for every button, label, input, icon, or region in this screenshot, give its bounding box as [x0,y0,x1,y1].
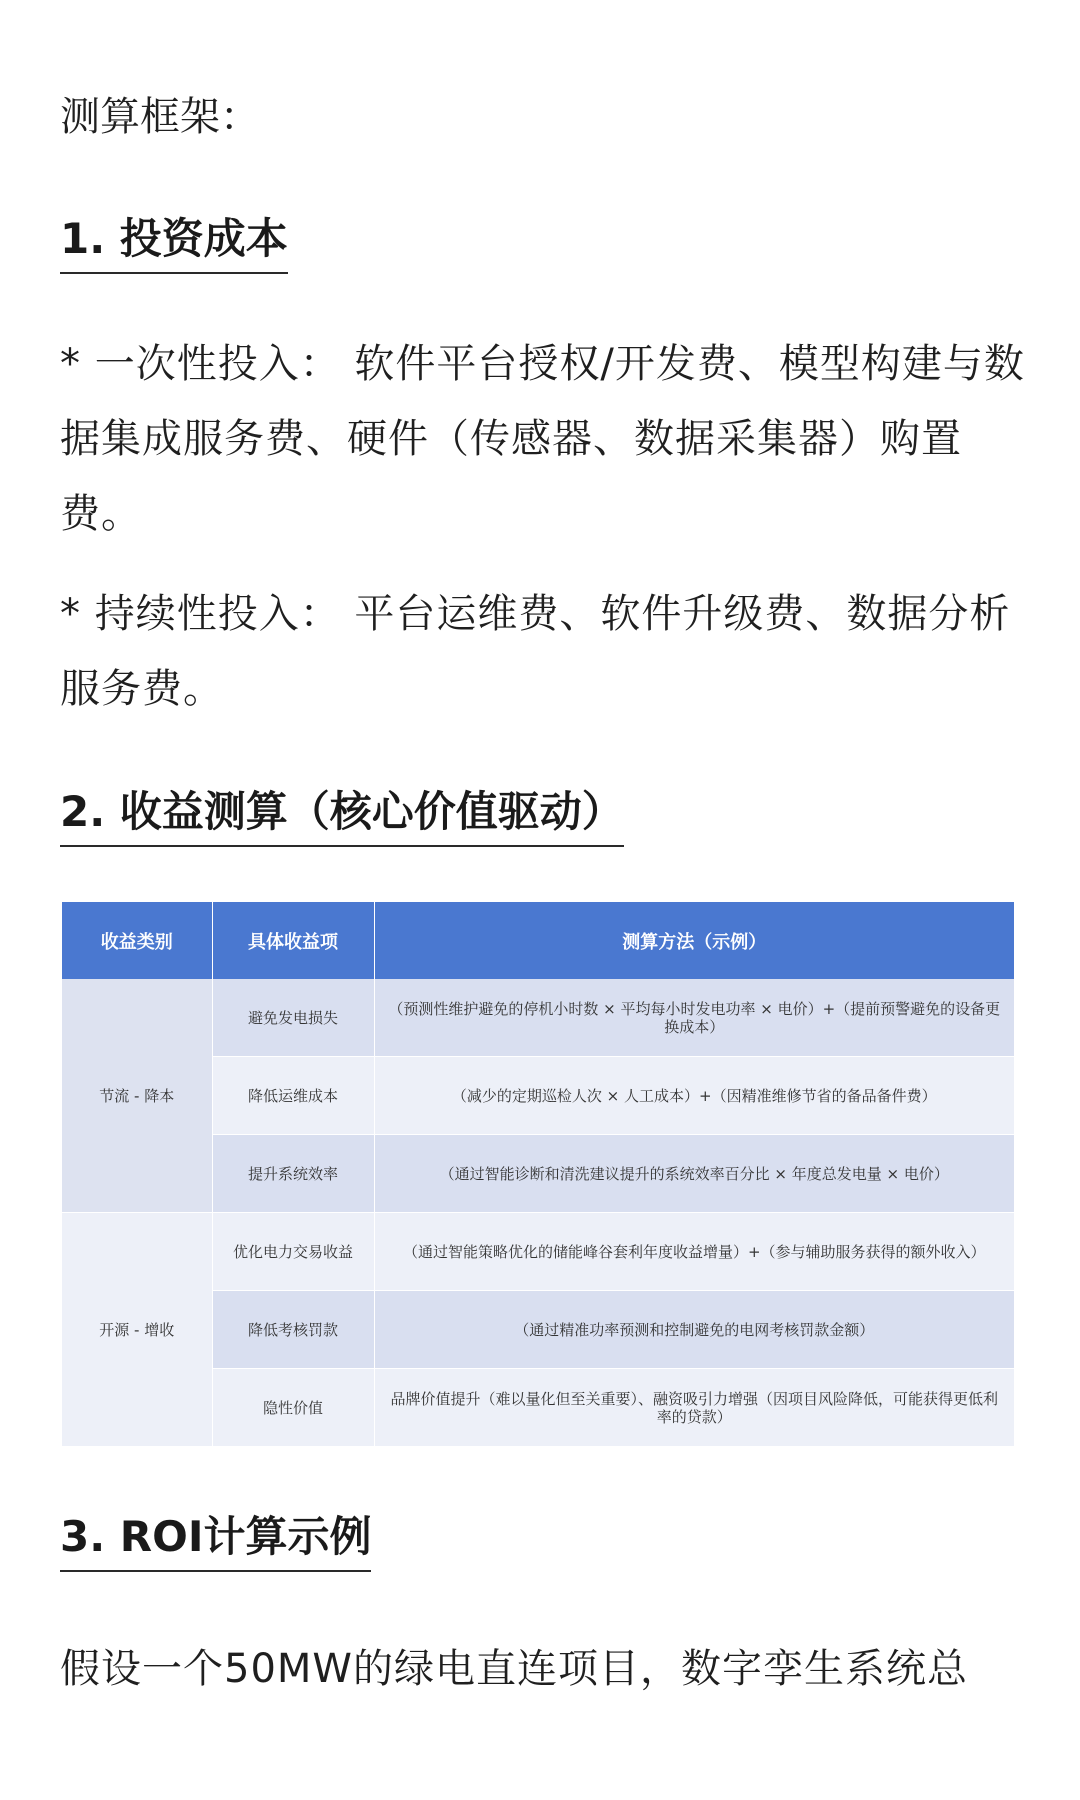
revenue-table [62,902,1014,1447]
item-cell: 避免发电损失 [212,979,374,1057]
method-cell: （通过精准功率预测和控制避免的电网考核罚款金额） [374,1291,1014,1369]
revenue-table-container [62,902,1014,1447]
section-heading-roi-example: 3. ROI计算示例 [60,1510,371,1572]
item-cell: 降低运维成本 [212,1057,374,1135]
method-cell: 品牌价值提升（难以量化但至关重要）、融资吸引力增强（因项目风险降低，可能获得更低利率的贷款） [374,1369,1014,1447]
method-cell: （预测性维护避免的停机小时数 × 平均每小时发电功率 × 电价）+（提前预警避免的设备更换成本） [374,979,1014,1057]
category-cell-revenue-increase: 开源 - 增收 [62,1213,212,1447]
table-row [62,979,1014,1057]
item-cell: 优化电力交易收益 [212,1213,374,1291]
item-cell: 隐性价值 [212,1369,374,1447]
table-row [62,1213,1014,1291]
table-header-row [62,902,1014,979]
column-header-category: 收益类别 [62,902,212,979]
ongoing-investment-paragraph: * 持续性投入： 平台运维费、软件升级费、数据分析服务费。 [60,591,1011,712]
method-cell: （减少的定期巡检人次 × 人工成本）+（因精准维修节省的备品备件费） [374,1057,1014,1135]
roi-example-paragraph: 假设一个50MW的绿电直连项目，数字孪生系统总 [60,1646,968,1692]
category-cell-cost-saving: 节流 - 降本 [62,979,212,1213]
item-cell: 降低考核罚款 [212,1291,374,1369]
item-cell: 提升系统效率 [212,1135,374,1213]
column-header-method: 测算方法（示例） [374,902,1014,979]
method-cell: （通过智能诊断和清洗建议提升的系统效率百分比 × 年度总发电量 × 电价） [374,1135,1014,1213]
method-cell: （通过智能策略优化的储能峰谷套利年度收益增量）+（参与辅助服务获得的额外收入） [374,1213,1014,1291]
intro-text: 测算框架： [60,94,260,140]
section-heading-investment-cost: 1. 投资成本 [60,212,288,274]
column-header-item: 具体收益项 [212,902,374,979]
one-time-investment-paragraph: * 一次性投入： 软件平台授权/开发费、模型构建与数据集成服务费、硬件（传感器、数据采集器）购置费。 [60,341,1025,537]
section-heading-revenue-calculation: 2. 收益测算（核心价值驱动） [60,785,624,847]
